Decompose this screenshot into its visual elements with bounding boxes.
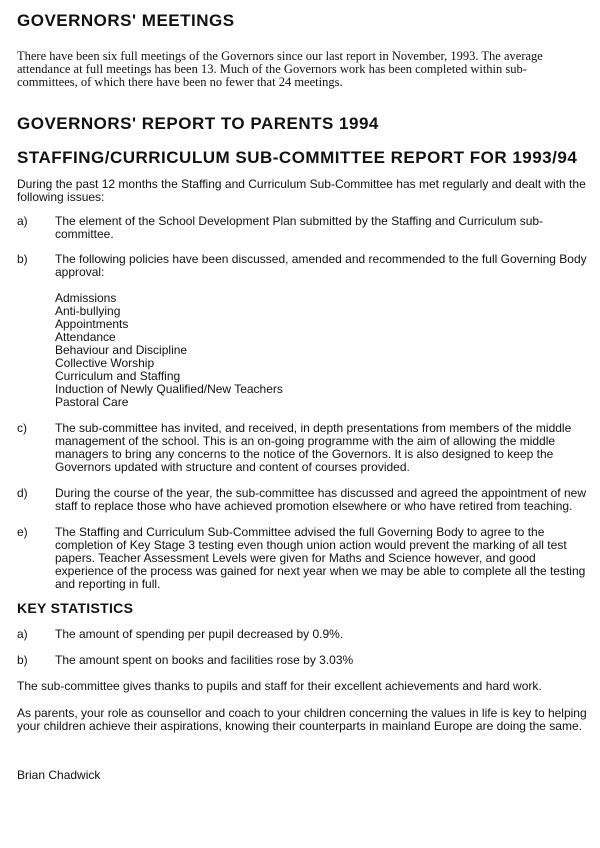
item-label: d) bbox=[17, 486, 28, 500]
report-heading: GOVERNORS' REPORT TO PARENTS 1994 bbox=[17, 114, 379, 133]
policy-item: Collective Worship bbox=[55, 356, 155, 370]
item-label: b) bbox=[17, 252, 28, 266]
policy-list bbox=[55, 292, 587, 409]
stat-label: a) bbox=[17, 627, 28, 641]
policy-item: Anti-bullying bbox=[55, 304, 121, 318]
item-a bbox=[17, 215, 587, 241]
signature: Brian Chadwick bbox=[17, 768, 101, 782]
policy-item: Admissions bbox=[55, 291, 117, 305]
policy-item: Induction of Newly Qualified/New Teachers bbox=[55, 382, 283, 396]
item-text: The following policies have been discussed, amended and recommended to the full Governing Body approval: bbox=[55, 252, 587, 279]
item-c bbox=[17, 422, 587, 474]
item-text: The element of the School Development Plan submitted by the Staffing and Curriculum sub-committee. bbox=[55, 214, 544, 241]
item-b bbox=[17, 253, 587, 409]
governors-meetings-heading: GOVERNORS' MEETINGS bbox=[17, 11, 235, 30]
lead-paragraph: During the past 12 months the Staffing and Curriculum Sub-Committee has met regularly and dealt with the following issues: bbox=[17, 177, 586, 204]
intro-paragraph: There have been six full meetings of the Governors since our last report in November, 1993. The average attendance at full meetings has been 13. Much of the Governors work has been completed within sub-committees, of which there have been no fewer that 24 meetings. bbox=[17, 49, 543, 89]
item-label: c) bbox=[17, 421, 27, 435]
item-text: The sub-committee has invited, and received, in depth presentations from members of the middle management of the school. This is an on-going programme with the aim of allowing the middle managers to bring any concerns to the notice of the Governors. It is also designed to keep the Governors updated with structure and content of courses provided. bbox=[55, 421, 572, 474]
stat-label: b) bbox=[17, 653, 28, 667]
document-page bbox=[17, 10, 587, 782]
policy-item: Appointments bbox=[55, 317, 129, 331]
item-text: During the course of the year, the sub-committee has discussed and agreed the appointment of new staff to replace those who have achieved promotion elsewhere or who have retired from teaching. bbox=[55, 486, 586, 513]
key-statistics-heading: KEY STATISTICS bbox=[17, 600, 134, 616]
item-d bbox=[17, 487, 587, 513]
closing-paragraph: As parents, your role as counsellor and coach to your children concerning the values in life is key to helping your children achieve their aspirations, knowing their counterparts in mainland Europe are doing the same. bbox=[17, 706, 587, 733]
stat-text: The amount spent on books and facilities rose by 3.03% bbox=[55, 653, 354, 667]
subcommittee-heading: STAFFING/CURRICULUM SUB-COMMITTEE REPORT FOR 1993/94 bbox=[17, 148, 578, 167]
policy-item: Attendance bbox=[55, 330, 116, 344]
policy-item: Curriculum and Staffing bbox=[55, 369, 181, 383]
item-e bbox=[17, 526, 587, 591]
stat-a bbox=[17, 628, 587, 641]
item-text: The Staffing and Curriculum Sub-Committee advised the full Governing Body to agree to the completion of Key Stage 3 testing even though union action would prevent the marking of all test papers. Teacher Assessment Levels were given for Maths and Science however, and good experience of the process was gained for next year when we may be able to complete all the testing and reporting in full. bbox=[55, 525, 586, 591]
stat-text: The amount of spending per pupil decreased by 0.9%. bbox=[55, 627, 344, 641]
stat-b bbox=[17, 654, 587, 667]
item-label: e) bbox=[17, 525, 28, 539]
policy-item: Behaviour and Discipline bbox=[55, 343, 188, 357]
item-label: a) bbox=[17, 214, 28, 228]
thanks-paragraph: The sub-committee gives thanks to pupils and staff for their excellent achievements and hard work. bbox=[17, 679, 542, 693]
policy-item: Pastoral Care bbox=[55, 395, 129, 409]
